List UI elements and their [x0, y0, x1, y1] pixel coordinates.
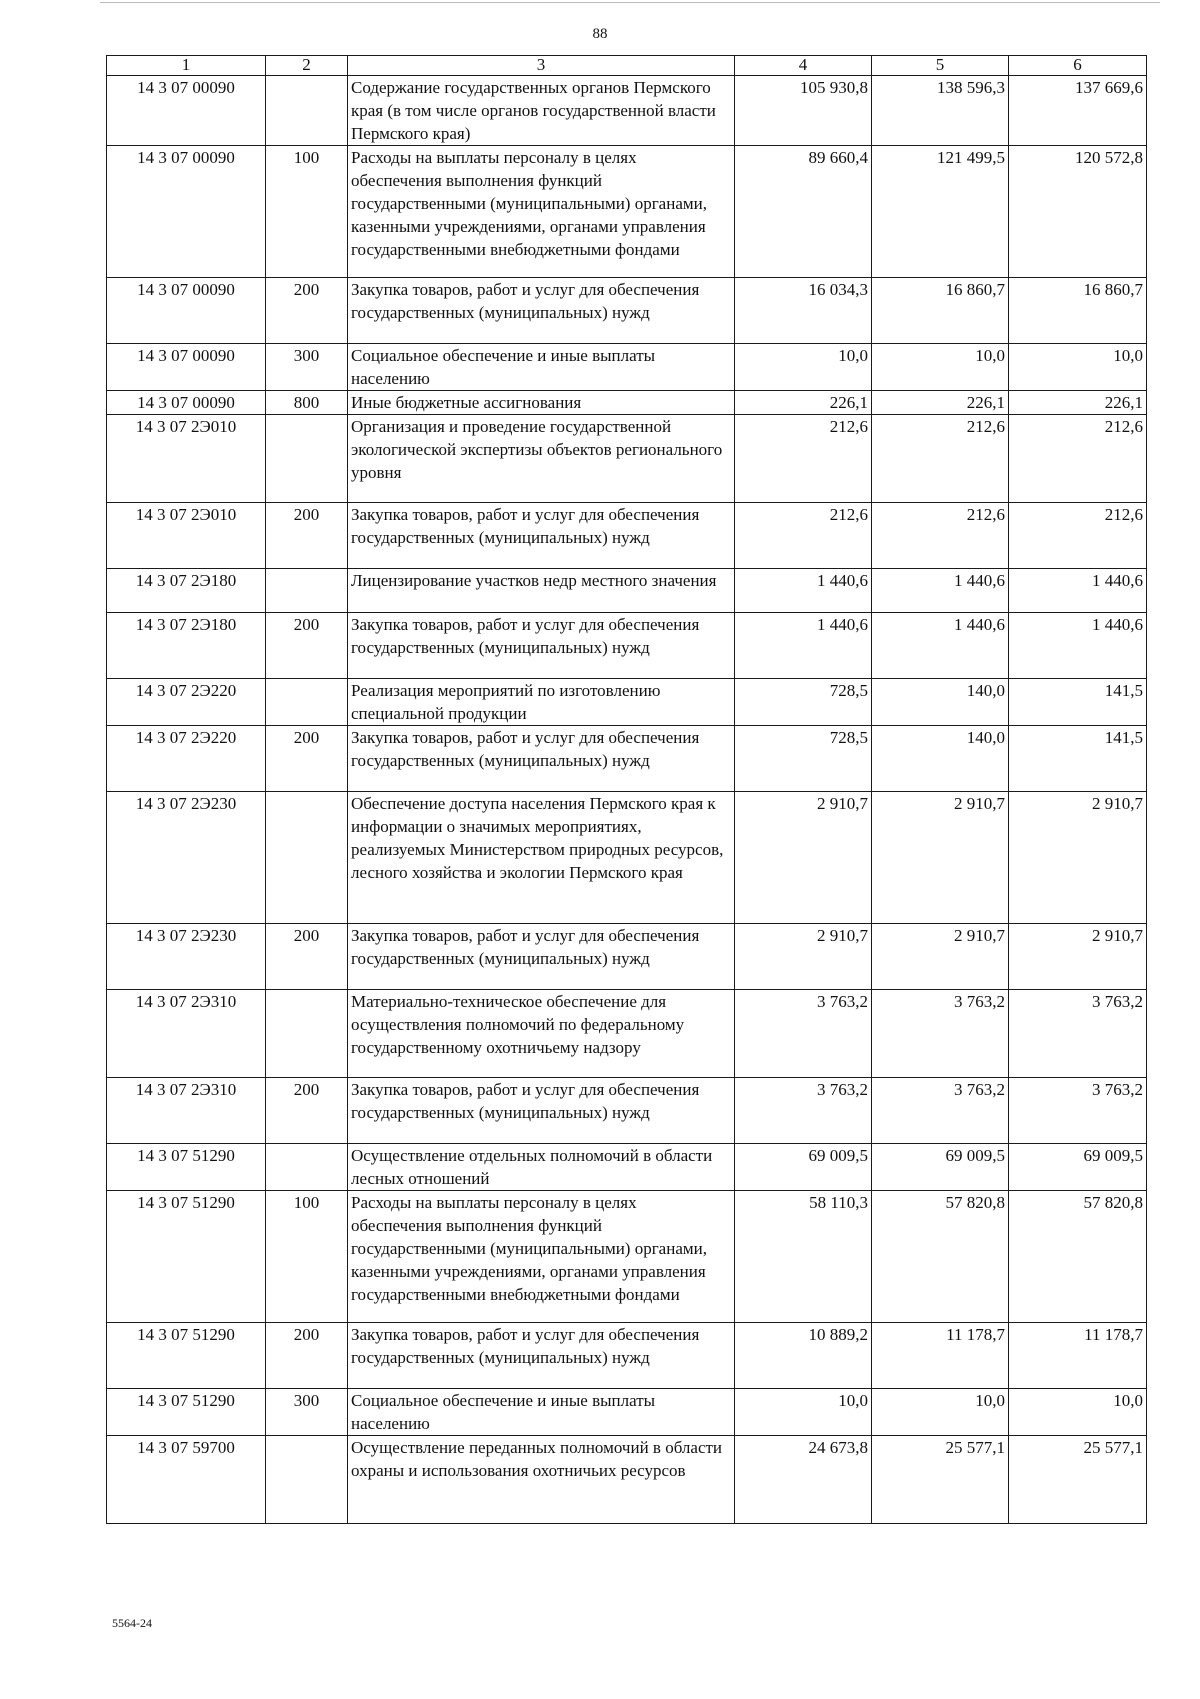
header-col-1: 1 — [107, 56, 266, 76]
cell-expense-type: 200 — [266, 1323, 348, 1389]
cell-name: Социальное обеспечение и иные выплаты населению — [348, 1389, 735, 1436]
cell-value-col4: 10 889,2 — [735, 1323, 872, 1389]
cell-value-col6: 226,1 — [1009, 391, 1147, 415]
cell-name: Закупка товаров, работ и услуг для обеспечения государственных (муниципальных) нужд — [348, 726, 735, 792]
cell-value-col4: 3 763,2 — [735, 1078, 872, 1144]
cell-code: 14 3 07 51290 — [107, 1144, 266, 1191]
cell-value-col5: 140,0 — [872, 726, 1009, 792]
cell-code: 14 3 07 2Э220 — [107, 726, 266, 792]
cell-expense-type — [266, 1144, 348, 1191]
table-row — [107, 391, 1147, 415]
cell-value-col6: 16 860,7 — [1009, 278, 1147, 344]
cell-value-col4: 2 910,7 — [735, 924, 872, 990]
cell-expense-type — [266, 1436, 348, 1524]
cell-value-col6: 1 440,6 — [1009, 613, 1147, 679]
cell-value-col5: 212,6 — [872, 503, 1009, 569]
table-row — [107, 792, 1147, 924]
cell-code: 14 3 07 00090 — [107, 76, 266, 146]
cell-code: 14 3 07 00090 — [107, 146, 266, 278]
cell-value-col5: 2 910,7 — [872, 792, 1009, 924]
cell-code: 14 3 07 00090 — [107, 391, 266, 415]
cell-value-col4: 212,6 — [735, 503, 872, 569]
cell-value-col5: 16 860,7 — [872, 278, 1009, 344]
table-row — [107, 726, 1147, 792]
cell-value-col4: 10,0 — [735, 1389, 872, 1436]
table-row — [107, 1323, 1147, 1389]
cell-value-col6: 212,6 — [1009, 503, 1147, 569]
cell-value-col4: 24 673,8 — [735, 1436, 872, 1524]
cell-code: 14 3 07 51290 — [107, 1191, 266, 1323]
cell-value-col5: 121 499,5 — [872, 146, 1009, 278]
cell-code: 14 3 07 2Э230 — [107, 924, 266, 990]
cell-value-col4: 16 034,3 — [735, 278, 872, 344]
cell-value-col6: 141,5 — [1009, 679, 1147, 726]
table-row — [107, 990, 1147, 1078]
cell-value-col4: 105 930,8 — [735, 76, 872, 146]
table-row — [107, 613, 1147, 679]
cell-expense-type — [266, 990, 348, 1078]
table-row — [107, 415, 1147, 503]
cell-name: Содержание государственных органов Пермского края (в том числе органов государственной власти Пермского края) — [348, 76, 735, 146]
cell-code: 14 3 07 2Э180 — [107, 569, 266, 613]
cell-value-col5: 10,0 — [872, 1389, 1009, 1436]
cell-code: 14 3 07 00090 — [107, 344, 266, 391]
table-row — [107, 503, 1147, 569]
cell-value-col4: 89 660,4 — [735, 146, 872, 278]
cell-code: 14 3 07 00090 — [107, 278, 266, 344]
cell-code: 14 3 07 2Э010 — [107, 503, 266, 569]
cell-expense-type — [266, 679, 348, 726]
cell-value-col6: 2 910,7 — [1009, 792, 1147, 924]
cell-value-col5: 25 577,1 — [872, 1436, 1009, 1524]
cell-value-col4: 58 110,3 — [735, 1191, 872, 1323]
cell-value-col6: 120 572,8 — [1009, 146, 1147, 278]
cell-value-col6: 3 763,2 — [1009, 990, 1147, 1078]
cell-value-col5: 69 009,5 — [872, 1144, 1009, 1191]
cell-code: 14 3 07 2Э180 — [107, 613, 266, 679]
cell-value-col5: 11 178,7 — [872, 1323, 1009, 1389]
cell-value-col6: 57 820,8 — [1009, 1191, 1147, 1323]
cell-expense-type: 200 — [266, 613, 348, 679]
table-row — [107, 146, 1147, 278]
cell-name: Реализация мероприятий по изготовлению специальной продукции — [348, 679, 735, 726]
cell-name: Закупка товаров, работ и услуг для обеспечения государственных (муниципальных) нужд — [348, 503, 735, 569]
cell-value-col5: 2 910,7 — [872, 924, 1009, 990]
table-row — [107, 569, 1147, 613]
cell-expense-type — [266, 76, 348, 146]
cell-value-col5: 3 763,2 — [872, 1078, 1009, 1144]
cell-code: 14 3 07 2Э310 — [107, 1078, 266, 1144]
cell-expense-type: 200 — [266, 503, 348, 569]
cell-value-col4: 1 440,6 — [735, 613, 872, 679]
cell-value-col6: 1 440,6 — [1009, 569, 1147, 613]
cell-expense-type: 300 — [266, 344, 348, 391]
cell-value-col5: 138 596,3 — [872, 76, 1009, 146]
cell-name: Материально-техническое обеспечение для осуществления полномочий по федеральному государственному охотничьему надзору — [348, 990, 735, 1078]
table-row — [107, 344, 1147, 391]
cell-name: Иные бюджетные ассигнования — [348, 391, 735, 415]
cell-name: Закупка товаров, работ и услуг для обеспечения государственных (муниципальных) нужд — [348, 1078, 735, 1144]
cell-name: Расходы на выплаты персоналу в целях обеспечения выполнения функций государственными (муниципальными) органами, казенными учреждениями, органами управления государственными внебюджетными фондами — [348, 146, 735, 278]
cell-name: Закупка товаров, работ и услуг для обеспечения государственных (муниципальных) нужд — [348, 1323, 735, 1389]
cell-name: Лицензирование участков недр местного значения — [348, 569, 735, 613]
table-body — [107, 76, 1147, 1524]
cell-value-col4: 212,6 — [735, 415, 872, 503]
cell-name: Закупка товаров, работ и услуг для обеспечения государственных (муниципальных) нужд — [348, 613, 735, 679]
cell-code: 14 3 07 51290 — [107, 1389, 266, 1436]
cell-value-col6: 69 009,5 — [1009, 1144, 1147, 1191]
cell-value-col6: 137 669,6 — [1009, 76, 1147, 146]
cell-expense-type: 200 — [266, 278, 348, 344]
cell-value-col5: 140,0 — [872, 679, 1009, 726]
header-col-5: 5 — [872, 56, 1009, 76]
table-row — [107, 1144, 1147, 1191]
cell-value-col4: 1 440,6 — [735, 569, 872, 613]
cell-value-col4: 728,5 — [735, 726, 872, 792]
cell-value-col6: 10,0 — [1009, 1389, 1147, 1436]
cell-value-col6: 3 763,2 — [1009, 1078, 1147, 1144]
cell-value-col4: 3 763,2 — [735, 990, 872, 1078]
cell-value-col6: 2 910,7 — [1009, 924, 1147, 990]
header-col-4: 4 — [735, 56, 872, 76]
table-row — [107, 278, 1147, 344]
scan-edge-line — [100, 2, 1160, 3]
cell-value-col5: 10,0 — [872, 344, 1009, 391]
cell-value-col4: 226,1 — [735, 391, 872, 415]
cell-value-col4: 2 910,7 — [735, 792, 872, 924]
cell-value-col5: 212,6 — [872, 415, 1009, 503]
cell-code: 14 3 07 2Э010 — [107, 415, 266, 503]
cell-expense-type: 200 — [266, 924, 348, 990]
table-row — [107, 1191, 1147, 1323]
table-row — [107, 679, 1147, 726]
cell-value-col4: 728,5 — [735, 679, 872, 726]
table-row — [107, 924, 1147, 990]
cell-value-col5: 1 440,6 — [872, 613, 1009, 679]
cell-name: Организация и проведение государственной экологической экспертизы объектов регионального уровня — [348, 415, 735, 503]
cell-code: 14 3 07 2Э310 — [107, 990, 266, 1078]
cell-value-col6: 212,6 — [1009, 415, 1147, 503]
cell-code: 14 3 07 2Э230 — [107, 792, 266, 924]
cell-code: 14 3 07 59700 — [107, 1436, 266, 1524]
cell-value-col4: 69 009,5 — [735, 1144, 872, 1191]
cell-expense-type — [266, 569, 348, 613]
cell-expense-type — [266, 792, 348, 924]
cell-name: Обеспечение доступа населения Пермского края к информации о значимых мероприятиях, реализуемых Министерством природных ресурсов, лесного хозяйства и экологии Пермского края — [348, 792, 735, 924]
cell-expense-type — [266, 415, 348, 503]
cell-value-col6: 10,0 — [1009, 344, 1147, 391]
cell-name: Осуществление переданных полномочий в области охраны и использования охотничьих ресурсов — [348, 1436, 735, 1524]
cell-value-col5: 226,1 — [872, 391, 1009, 415]
document-id: 5564-24 — [112, 1616, 152, 1630]
cell-value-col6: 11 178,7 — [1009, 1323, 1147, 1389]
cell-expense-type: 100 — [266, 1191, 348, 1323]
cell-value-col5: 1 440,6 — [872, 569, 1009, 613]
cell-expense-type: 300 — [266, 1389, 348, 1436]
header-col-6: 6 — [1009, 56, 1147, 76]
cell-expense-type: 200 — [266, 1078, 348, 1144]
cell-code: 14 3 07 51290 — [107, 1323, 266, 1389]
table-row — [107, 76, 1147, 146]
table-row — [107, 1389, 1147, 1436]
cell-value-col5: 3 763,2 — [872, 990, 1009, 1078]
page-number: 88 — [592, 26, 608, 42]
header-row — [107, 56, 1147, 76]
table-row — [107, 1436, 1147, 1524]
cell-value-col6: 141,5 — [1009, 726, 1147, 792]
cell-expense-type: 100 — [266, 146, 348, 278]
cell-value-col6: 25 577,1 — [1009, 1436, 1147, 1524]
cell-name: Расходы на выплаты персоналу в целях обеспечения выполнения функций государственными (муниципальными) органами, казенными учреждениями, органами управления государственными внебюджетными фондами — [348, 1191, 735, 1323]
cell-value-col5: 57 820,8 — [872, 1191, 1009, 1323]
header-col-2: 2 — [266, 56, 348, 76]
cell-name: Закупка товаров, работ и услуг для обеспечения государственных (муниципальных) нужд — [348, 924, 735, 990]
cell-expense-type: 200 — [266, 726, 348, 792]
budget-table — [106, 55, 1147, 1524]
cell-name: Закупка товаров, работ и услуг для обеспечения государственных (муниципальных) нужд — [348, 278, 735, 344]
table-row — [107, 1078, 1147, 1144]
cell-code: 14 3 07 2Э220 — [107, 679, 266, 726]
cell-expense-type: 800 — [266, 391, 348, 415]
header-col-3: 3 — [348, 56, 735, 76]
cell-value-col4: 10,0 — [735, 344, 872, 391]
cell-name: Социальное обеспечение и иные выплаты населению — [348, 344, 735, 391]
cell-name: Осуществление отдельных полномочий в области лесных отношений — [348, 1144, 735, 1191]
